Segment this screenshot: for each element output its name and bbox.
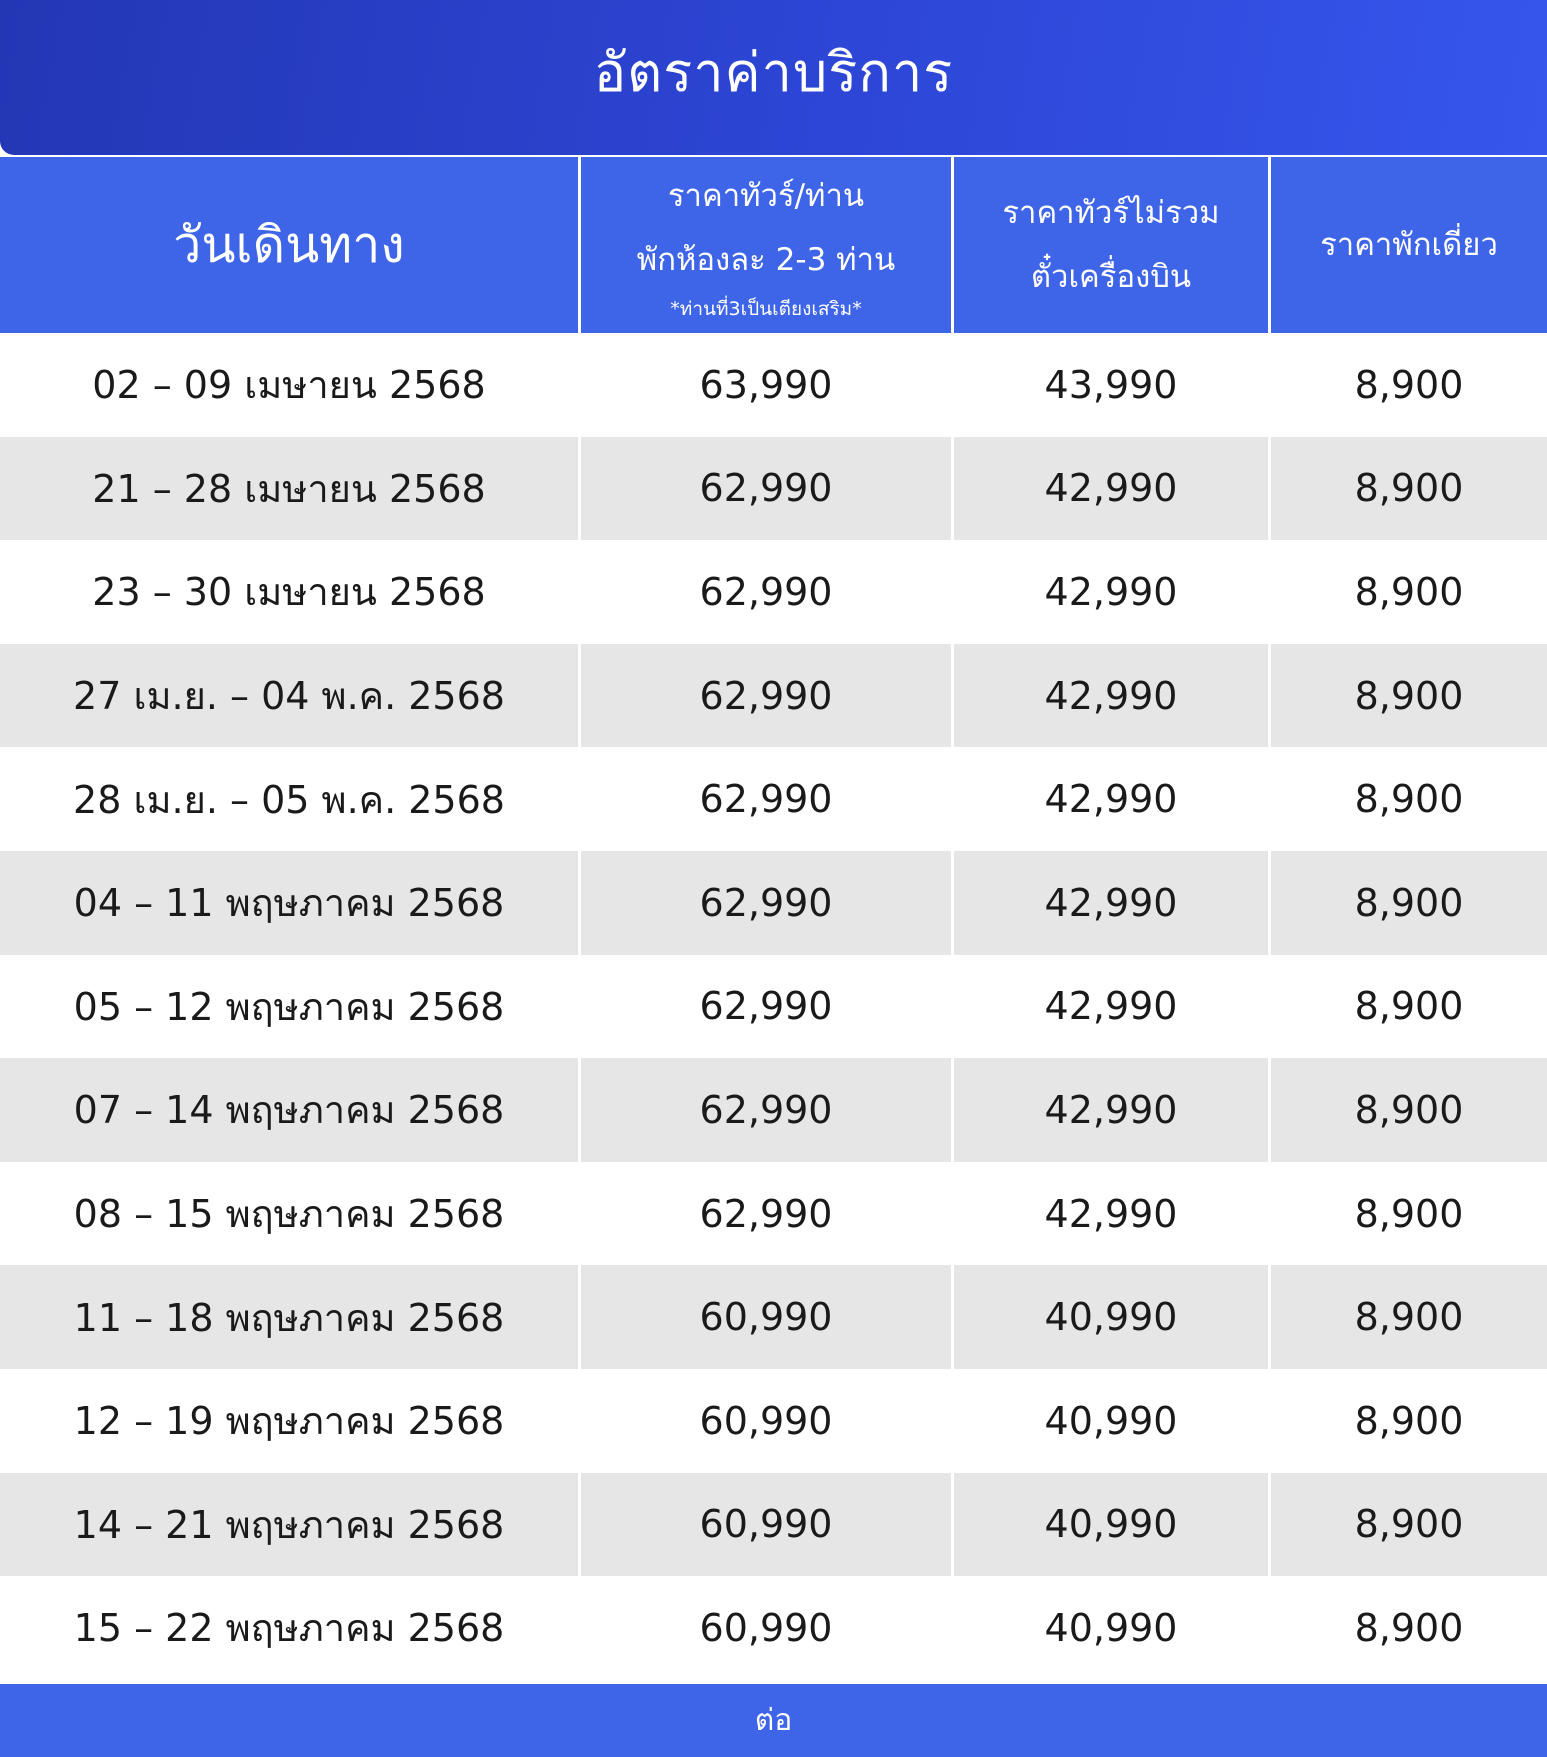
cell-no-flight-price: 42,990 [954, 1058, 1271, 1162]
header-single-supplement-label: ราคาพักเดี่ยว [1320, 227, 1498, 263]
table-body [0, 333, 1547, 1680]
cell-single-supplement: 8,900 [1271, 1473, 1547, 1577]
cell-single-supplement: 8,900 [1271, 437, 1547, 541]
cell-no-flight-price: 42,990 [954, 747, 1271, 851]
cell-tour-price: 62,990 [581, 1058, 954, 1162]
cell-date: 11 – 18 พฤษภาคม 2568 [0, 1265, 581, 1369]
cell-tour-price: 62,990 [581, 644, 954, 748]
cell-tour-price: 60,990 [581, 1473, 954, 1577]
header-single-supplement [1271, 157, 1547, 333]
table-header-row [0, 157, 1547, 333]
cell-date: 15 – 22 พฤษภาคม 2568 [0, 1576, 581, 1680]
cell-no-flight-price: 42,990 [954, 437, 1271, 541]
cell-date: 27 เม.ย. – 04 พ.ค. 2568 [0, 644, 581, 748]
cell-no-flight-price: 40,990 [954, 1473, 1271, 1577]
cell-date: 05 – 12 พฤษภาคม 2568 [0, 955, 581, 1059]
header-tour-price-note: *ท่านที่3เป็นเตียงเสริม* [670, 298, 862, 320]
continue-bar [0, 1684, 1547, 1757]
cell-single-supplement: 8,900 [1271, 333, 1547, 437]
table-header [0, 157, 1547, 333]
cell-date: 08 – 15 พฤษภาคม 2568 [0, 1162, 581, 1266]
cell-tour-price: 62,990 [581, 955, 954, 1059]
cell-date: 23 – 30 เมษายน 2568 [0, 540, 581, 644]
cell-date: 14 – 21 พฤษภาคม 2568 [0, 1473, 581, 1577]
cell-no-flight-price: 43,990 [954, 333, 1271, 437]
cell-date: 28 เม.ย. – 05 พ.ค. 2568 [0, 747, 581, 851]
cell-single-supplement: 8,900 [1271, 1369, 1547, 1473]
table-row [0, 851, 1547, 955]
cell-single-supplement: 8,900 [1271, 747, 1547, 851]
header-no-flight-line1: ราคาทัวร์ไม่รวม [1002, 195, 1220, 231]
cell-single-supplement: 8,900 [1271, 1058, 1547, 1162]
cell-no-flight-price: 42,990 [954, 851, 1271, 955]
table-row [0, 1473, 1547, 1577]
table-row [0, 540, 1547, 644]
table-row [0, 955, 1547, 1059]
cell-tour-price: 62,990 [581, 747, 954, 851]
continue-label: ต่อ [754, 1703, 793, 1738]
header-date [0, 157, 581, 333]
cell-single-supplement: 8,900 [1271, 540, 1547, 644]
cell-date: 21 – 28 เมษายน 2568 [0, 437, 581, 541]
cell-single-supplement: 8,900 [1271, 644, 1547, 748]
cell-tour-price: 60,990 [581, 1265, 954, 1369]
table-row [0, 747, 1547, 851]
table-row [0, 1369, 1547, 1473]
cell-single-supplement: 8,900 [1271, 1162, 1547, 1266]
cell-date: 07 – 14 พฤษภาคม 2568 [0, 1058, 581, 1162]
header-tour-price-line1: ราคาทัวร์/ท่าน [667, 178, 865, 214]
price-table [0, 157, 1547, 1680]
cell-tour-price: 63,990 [581, 333, 954, 437]
table-row [0, 437, 1547, 541]
header-tour-price [581, 157, 954, 333]
cell-date: 02 – 09 เมษายน 2568 [0, 333, 581, 437]
cell-tour-price: 62,990 [581, 540, 954, 644]
cell-no-flight-price: 40,990 [954, 1576, 1271, 1680]
page-title: อัตราค่าบริการ [593, 40, 954, 104]
cell-single-supplement: 8,900 [1271, 955, 1547, 1059]
cell-no-flight-price: 40,990 [954, 1369, 1271, 1473]
cell-no-flight-price: 40,990 [954, 1265, 1271, 1369]
table-row [0, 333, 1547, 437]
header-tour-price-line2: พักห้องละ 2-3 ท่าน [636, 242, 896, 278]
table-row [0, 1058, 1547, 1162]
table-row [0, 644, 1547, 748]
header-no-flight-line2: ตั๋วเครื่องบิน [1030, 259, 1192, 295]
table-row [0, 1162, 1547, 1266]
cell-tour-price: 62,990 [581, 1162, 954, 1266]
header-date-label: วันเดินทาง [173, 215, 405, 274]
cell-no-flight-price: 42,990 [954, 955, 1271, 1059]
cell-no-flight-price: 42,990 [954, 1162, 1271, 1266]
cell-no-flight-price: 42,990 [954, 644, 1271, 748]
cell-tour-price: 62,990 [581, 437, 954, 541]
cell-no-flight-price: 42,990 [954, 540, 1271, 644]
table-row [0, 1576, 1547, 1680]
cell-tour-price: 60,990 [581, 1576, 954, 1680]
cell-date: 04 – 11 พฤษภาคม 2568 [0, 851, 581, 955]
header-no-flight-price [954, 157, 1271, 333]
cell-single-supplement: 8,900 [1271, 1576, 1547, 1680]
cell-single-supplement: 8,900 [1271, 1265, 1547, 1369]
cell-tour-price: 62,990 [581, 851, 954, 955]
cell-tour-price: 60,990 [581, 1369, 954, 1473]
table-row [0, 1265, 1547, 1369]
cell-single-supplement: 8,900 [1271, 851, 1547, 955]
title-banner [0, 0, 1547, 155]
cell-date: 12 – 19 พฤษภาคม 2568 [0, 1369, 581, 1473]
